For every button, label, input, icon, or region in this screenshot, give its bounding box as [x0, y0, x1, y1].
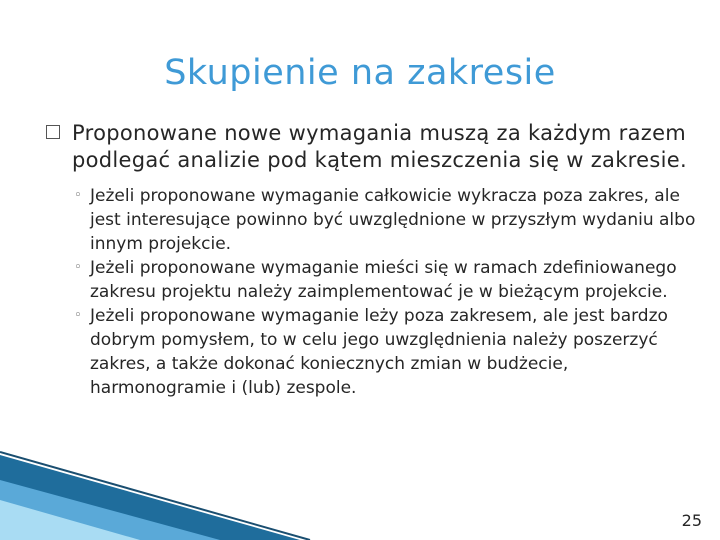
circle-bullet-icon: ◦	[74, 260, 82, 275]
sub-bullet-text: Jeżeli proponowane wymaganie mieści się w ramach zdefiniowanego zakresu projektu należy zaimplementować je w bieżącym projekcie.	[90, 258, 677, 302]
sub-bullet-list	[46, 184, 696, 400]
main-bullet	[46, 120, 696, 174]
sub-bullet-text: Jeżeli proponowane wymaganie leży poza zakresem, ale jest bardzo dobrym pomysłem, to w celu jego uwzględnienia należy poszerzyć zakres, a także dokonać koniecznych zmian w budżecie, harmonogramie i (lub) zespole.	[90, 306, 668, 398]
slide-body	[46, 120, 696, 400]
main-bullet-text: Proponowane nowe wymagania muszą za każdym razem podlegać analizie pod kątem mieszczenia się w zakresie.	[72, 121, 687, 172]
sub-bullet-item	[46, 184, 696, 256]
circle-bullet-icon: ◦	[74, 308, 82, 323]
sub-bullet-text: Jeżeli proponowane wymaganie całkowicie wykracza poza zakres, ale jest interesujące powinno być uwzględnione w przyszłym wydaniu albo innym projekcie.	[90, 186, 696, 254]
circle-bullet-icon: ◦	[74, 188, 82, 203]
page-number: 25	[681, 511, 702, 530]
sub-bullet-item	[46, 304, 696, 400]
slide-title: Skupienie na zakresie	[164, 53, 556, 94]
sub-bullet-item	[46, 256, 696, 304]
corner-wave-decoration	[0, 440, 720, 540]
square-bullet-icon	[46, 125, 60, 139]
